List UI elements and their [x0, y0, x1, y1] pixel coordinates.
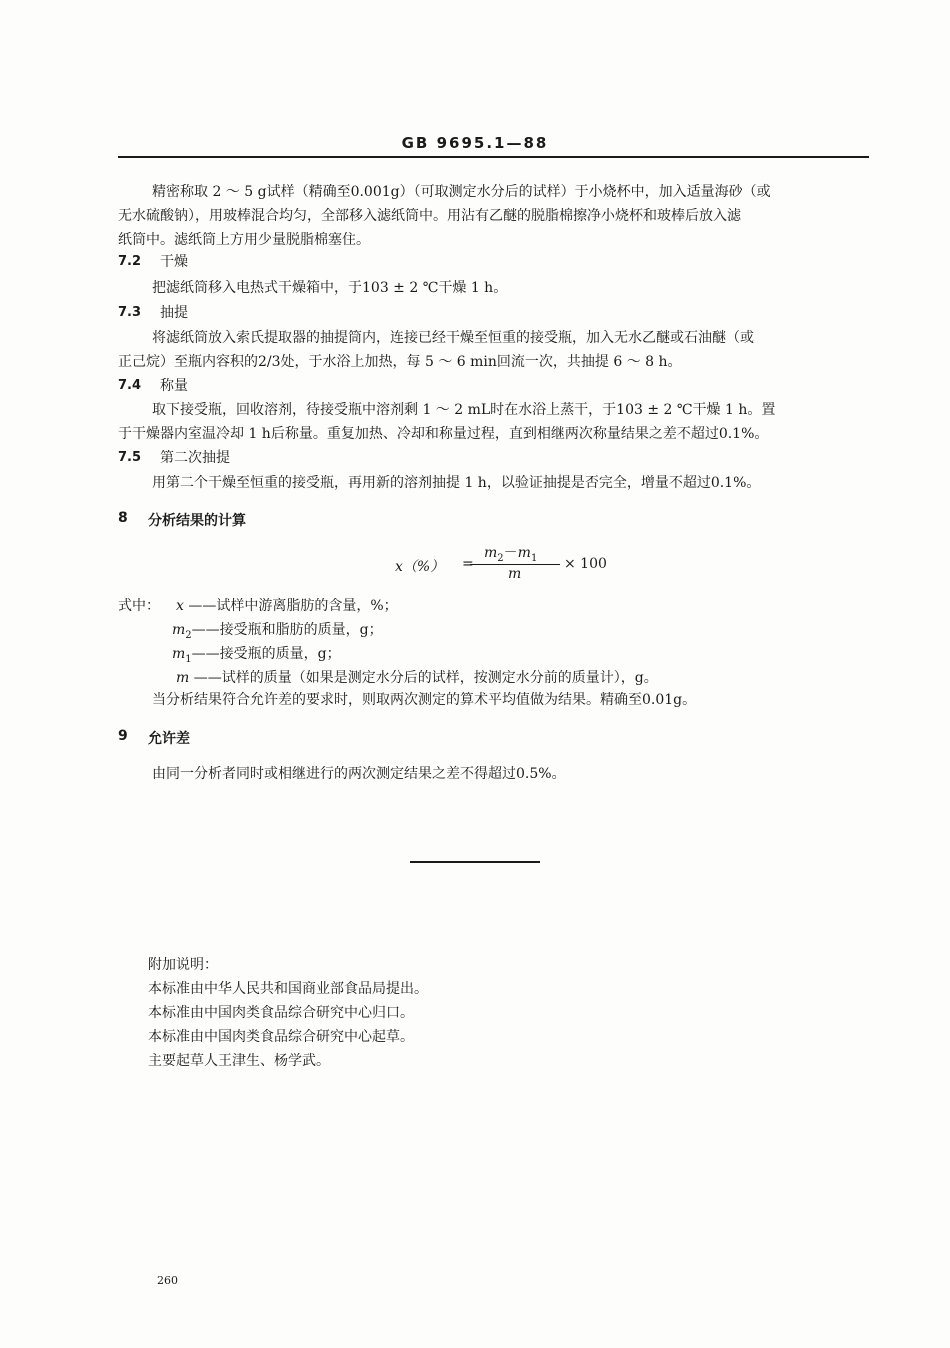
appendix-line: 本标准由中国肉类食品综合研究中心起草。	[148, 1029, 414, 1045]
step-number: 7.5	[118, 450, 142, 465]
step-line: 取下接受瓶，回收溶剂，待接受瓶中溶剂剩 1 ～ 2 mL时在水浴上蒸干，于103 ± 2 ℃干燥 1 h。置	[152, 402, 776, 418]
step-line: 用第二个干燥至恒重的接受瓶，再用新的溶剂抽提 1 h，以验证抽提是否完全，增量不超过0.1%。	[152, 475, 761, 491]
appendix-title: 附加说明：	[148, 957, 218, 973]
step-number: 7.2	[118, 254, 142, 269]
step-line: 把滤纸筒移入电热式干燥箱中，于103 ± 2 ℃干燥 1 h。	[152, 280, 508, 296]
formula-lhs: x（%）	[395, 559, 445, 575]
step-title: 第二次抽提	[160, 450, 230, 466]
formula-denominator: m	[508, 566, 522, 582]
section-title: 允许差	[148, 731, 190, 747]
appendix-line: 本标准由中华人民共和国商业部食品局提出。	[148, 981, 428, 997]
section-number: 9	[118, 728, 128, 744]
intro-line-2: 无水硫酸钠），用玻棒混合均匀，全部移入滤纸筒中。用沾有乙醚的脱脂棉擦净小烧杯和玻棒后放入滤	[118, 208, 741, 224]
intro-line-1: 精密称取 2 ～ 5 g试样（精确至0.001g）（可取测定水分后的试样）于小烧杯中，加入适量海砂（或	[152, 184, 771, 200]
variable-row: $m_2——$接受瓶和脂肪的质量，g；	[172, 622, 383, 641]
step-title: 称量	[160, 378, 188, 394]
step-title: 抽提	[160, 305, 188, 321]
result-note: 当分析结果符合允许差的要求时，则取两次测定的算术平均值做为结果。精确至0.01g。	[152, 692, 697, 708]
step-number: 7.4	[118, 378, 142, 393]
section-number: 8	[118, 510, 128, 526]
page-number: 260	[157, 1274, 178, 1287]
variable-row: $m_1——$接受瓶的质量，g；	[172, 646, 341, 665]
appendix-line: 主要起草人王津生、杨学武。	[148, 1053, 330, 1069]
formula-equals: =	[462, 556, 474, 572]
formula-multiplier: × 100	[564, 556, 607, 572]
step-title: 干燥	[160, 254, 188, 270]
intro-line-3: 纸筒中。滤纸筒上方用少量脱脂棉塞住。	[118, 232, 370, 248]
fraction-bar	[470, 564, 560, 565]
where-label: 式中：	[118, 598, 160, 614]
appendix-line: 本标准由中国肉类食品综合研究中心归口。	[148, 1005, 414, 1021]
standard-number-header: GB 9695.1—88	[401, 134, 549, 152]
section-title: 分析结果的计算	[148, 513, 246, 529]
step-line: 将滤纸筒放入索氏提取器的抽提筒内，连接已经干燥至恒重的接受瓶，加入无水乙醚或石油醚（或	[152, 330, 754, 346]
tolerance-text: 由同一分析者同时或相继进行的两次测定结果之差不得超过0.5%。	[152, 766, 566, 782]
variable-row: m ——试样的质量（如果是测定水分后的试样，按测定水分前的质量计），g。	[176, 670, 658, 686]
end-rule	[410, 861, 540, 863]
step-line: 正己烷）至瓶内容积的2/3处，于水浴上加热，每 5 ～ 6 min回流一次，共抽提 6 ～ 8 h。	[118, 354, 682, 370]
step-number: 7.3	[118, 305, 142, 320]
header-rule	[118, 156, 869, 158]
formula-numerator: $m_2-m_1$	[484, 545, 538, 564]
step-line: 于干燥器内室温冷却 1 h后称量。重复加热、冷却和称量过程，直到相继两次称量结果之差不超过0.1%。	[118, 426, 769, 442]
variable-row: x ——试样中游离脂肪的含量，%；	[176, 598, 398, 614]
